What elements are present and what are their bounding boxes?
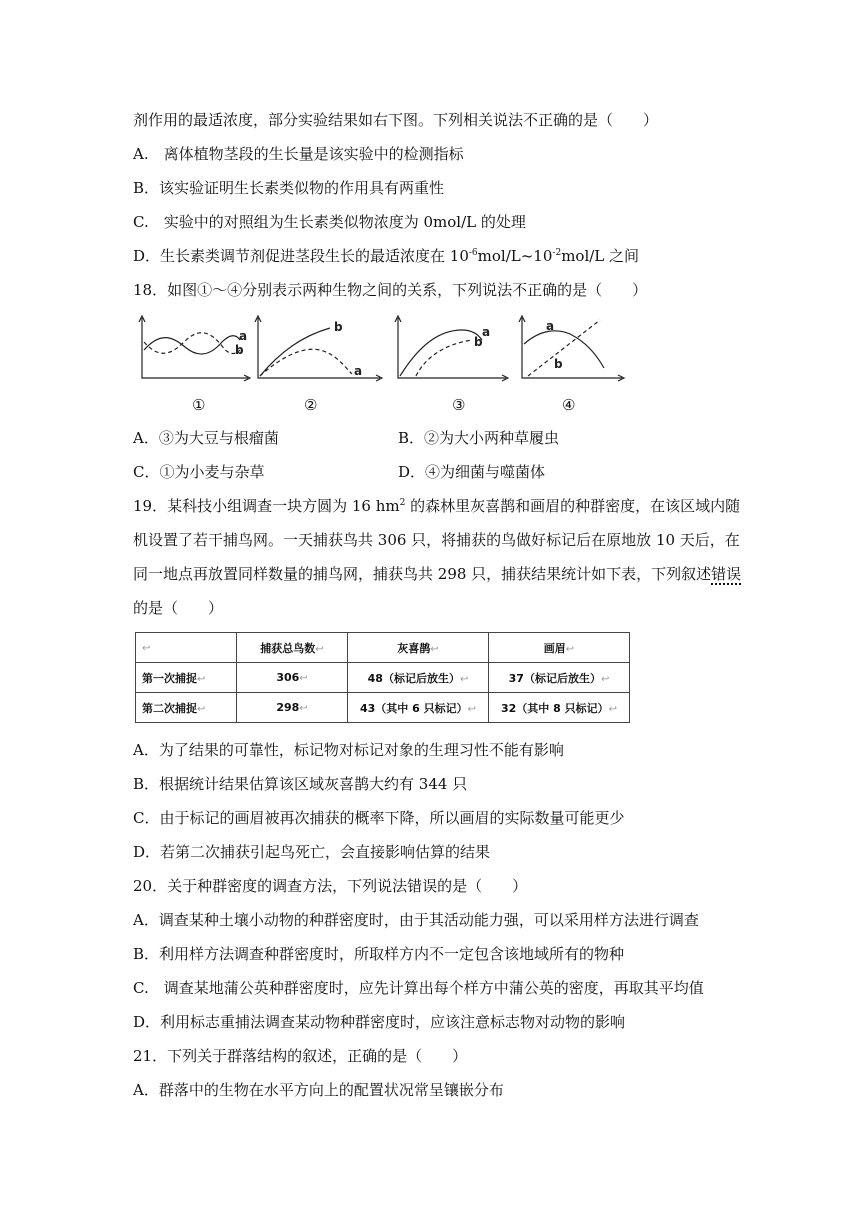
q18-option-a: A．③为大豆与根瘤菌	[133, 429, 279, 447]
q20-option-a: A．调查某种土壤小动物的种群密度时，由于其活动能力强，可以采用样方法进行调查	[133, 911, 699, 929]
q19-option-b: B．根据统计结果估算该区域灰喜鹊大约有 344 只	[133, 775, 468, 793]
graph-2	[255, 316, 382, 381]
graph-1-label-b: b	[235, 343, 244, 357]
q19-stem-line-1: 19．某科技小组调查一块方圆为 16 $hm^2$ 的森林里灰喜鹊和画眉的种群密度，在该区域内随	[133, 497, 741, 515]
table-row	[136, 693, 630, 723]
table-header-cell: ↩	[136, 633, 237, 663]
q19-option-a: A．为了结果的可靠性，标记物对标记对象的生理习性不能有影响	[133, 741, 564, 759]
q20-option-d: D．利用标志重捕法调查某动物种群密度时，应该注意标志物对动物的影响	[133, 1013, 626, 1031]
q18-option-c: C．①为小麦与杂草	[133, 463, 265, 481]
q18-stem: 18．如图①～④分别表示两种生物之间的关系，下列说法不正确的是（ ）	[133, 281, 648, 299]
graph-3-number: ③	[452, 396, 466, 414]
q17-option-b: B．该实验证明生长素类似物的作用具有两重性	[133, 179, 445, 197]
graph-2-label-b: b	[334, 320, 343, 334]
table-cell: 32（其中 8 只标记）↩	[489, 693, 630, 723]
table-header-row	[136, 633, 630, 663]
table-cell: 48（标记后放生）↩	[348, 663, 489, 693]
q19-stem-line-3: 同一地点再放置同样数量的捕鸟网，捕获鸟共 298 只，捕获结果统计如下表，下列叙述错误	[133, 565, 742, 583]
q20-option-b: B．利用样方法调查种群密度时，所取样方内不一定包含该地域所有的物种	[133, 945, 625, 963]
q19-stem-line-2: 机设置了若干捕鸟网。一天捕获鸟共 306 只，将捕获的鸟做好标记后在原地放 10 天后，在	[133, 531, 740, 549]
graph-4-number: ④	[562, 396, 576, 414]
graph-4-label-b: b	[554, 357, 563, 371]
table-cell: 306↩	[237, 663, 348, 693]
q21-option-a: A．群落中的生物在水平方向上的配置状况常呈镶嵌分布	[133, 1081, 504, 1099]
table-cell: 43（其中 6 只标记）↩	[348, 693, 489, 723]
table-row	[136, 663, 630, 693]
q17-option-a: A. 离体植物茎段的生长量是该实验中的检测指标	[133, 145, 464, 163]
q18-option-d: D．④为细菌与噬菌体	[398, 463, 546, 481]
graph-4-label-a: a	[546, 319, 555, 333]
table-header-cell: 捕获总鸟数↩	[237, 633, 348, 663]
q17-option-c: C. 实验中的对照组为生长素类似物浓度为 0mol/L 的处理	[133, 213, 526, 231]
graph-1	[139, 316, 250, 381]
q21-stem: 21．下列关于群落结构的叙述，正确的是（ ）	[133, 1047, 468, 1065]
graph-2-label-a: a	[354, 364, 363, 378]
table-cell: 第二次捕捉↩	[136, 693, 237, 723]
q20-stem: 20．关于种群密度的调查方法，下列说法错误的是（ ）	[133, 877, 528, 895]
table-header-cell: 灰喜鹊↩	[348, 633, 489, 663]
graph-1-number: ①	[192, 396, 206, 414]
graph-3-label-b: b	[474, 335, 483, 349]
table-cell: 298↩	[237, 693, 348, 723]
capture-results-table	[135, 632, 630, 723]
table-cell: 第一次捕捉↩	[136, 663, 237, 693]
graph-4	[519, 316, 624, 381]
emphasis-error: 错误	[711, 565, 742, 583]
graph-3	[395, 316, 508, 381]
graph-1-label-a: a	[239, 329, 248, 343]
table-cell: 37（标记后放生）↩	[489, 663, 630, 693]
q18-option-b: B．②为大小两种草履虫	[398, 429, 560, 447]
graph-2-number: ②	[304, 396, 318, 414]
q17-option-d: D．生长素类调节剂促进茎段生长的最适浓度在 $10^{-6}mol/L\sim 10^{-2}mol/L$ 之间	[133, 247, 640, 265]
graph-3-label-a: a	[482, 325, 491, 339]
q19-option-c: C．由于标记的画眉被再次捕获的概率下降，所以画眉的实际数量可能更少	[133, 809, 625, 827]
q19-stem-line-4: 的是（ ）	[133, 599, 224, 617]
q17-stem-line: 剂作用的最适浓度，部分实验结果如右下图。下列相关说法不正确的是（ ）	[133, 111, 659, 129]
table-header-cell: 画眉↩	[489, 633, 630, 663]
q19-option-d: D．若第二次捕获引起鸟死亡，会直接影响估算的结果	[133, 843, 491, 861]
q20-option-c: C. 调查某地蒲公英种群密度时，应先计算出每个样方中蒲公英的密度，再取其平均值	[133, 979, 704, 997]
